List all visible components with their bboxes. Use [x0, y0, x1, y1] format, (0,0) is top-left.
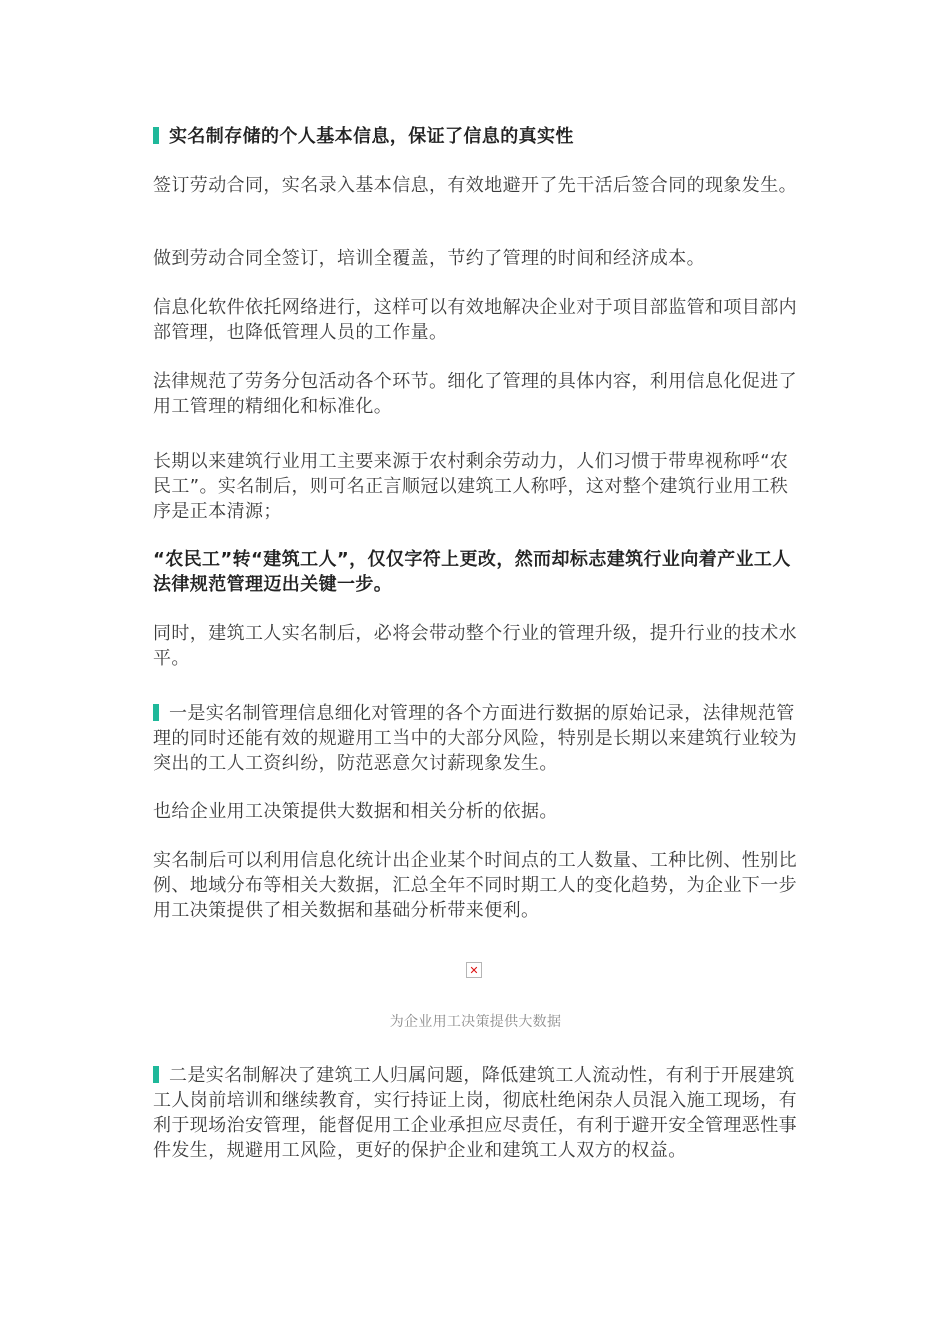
image-caption: 为企业用工决策提供大数据 [389, 1014, 562, 1030]
accent-bar-icon [153, 1066, 159, 1083]
highlighted-paragraph: 二是实名制解决了建筑工人归属问题，降低建筑工人流动性，有利于开展建筑工人岗前培训和继续教育，实行持证上岗，彻底杜绝闲杂人员混入施工现场，有利于现场治安管理，能督促用工企业承担应尽责任，有利于避开安全管理恶性事件发生，规避用工风险，更好的保护企业和建筑工人双方的权益。 [153, 1065, 797, 1161]
paragraph: 做到劳动合同全签订，培训全覆盖，节约了管理的时间和经济成本。 [153, 248, 705, 269]
accent-bar-icon [153, 127, 159, 144]
paragraph: 长期以来建筑行业用工主要来源于农村剩余劳动力，人们习惯于带卑视称呼“农民工”。实名制后，则可名正言顺冠以建筑工人称呼，这对整个建筑行业用工秩序是正本清源； [153, 451, 789, 522]
broken-image-icon: ✕ [466, 962, 482, 978]
paragraph: 信息化软件依托网络进行，这样可以有效地解决企业对于项目部监管和项目部内部管理，也降低管理人员的工作量。 [153, 297, 797, 343]
bold-paragraph: “农民工”转“建筑工人”，仅仅字符上更改，然而却标志建筑行业向着产业工人法律规范管理迈出关键一步。 [153, 549, 791, 595]
paragraph: 同时，建筑工人实名制后，必将会带动整个行业的管理升级，提升行业的技术水平。 [153, 623, 797, 669]
highlighted-paragraph: 一是实名制管理信息细化对管理的各个方面进行数据的原始记录，法律规范管理的同时还能有效的规避用工当中的大部分风险，特别是长期以来建筑行业较为突出的工人工资纠纷，防范恶意欠讨薪现象发生。 [153, 703, 797, 774]
paragraph: 法律规范了劳务分包活动各个环节。细化了管理的具体内容，利用信息化促进了用工管理的精细化和标准化。 [153, 371, 797, 417]
paragraph: 实名制后可以利用信息化统计出企业某个时间点的工人数量、工种比例、性别比例、地域分布等相关大数据，汇总全年不同时期工人的变化趋势，为企业下一步用工决策提供了相关数据和基础分析带来便利。 [153, 850, 797, 921]
paragraph: 也给企业用工决策提供大数据和相关分析的依据。 [153, 801, 558, 822]
paragraph: 签订劳动合同，实名录入基本信息，有效地避开了先干活后签合同的现象发生。 [153, 175, 797, 196]
section-heading: 实名制存储的个人基本信息，保证了信息的真实性 [153, 124, 798, 149]
accent-bar-icon [153, 704, 159, 721]
